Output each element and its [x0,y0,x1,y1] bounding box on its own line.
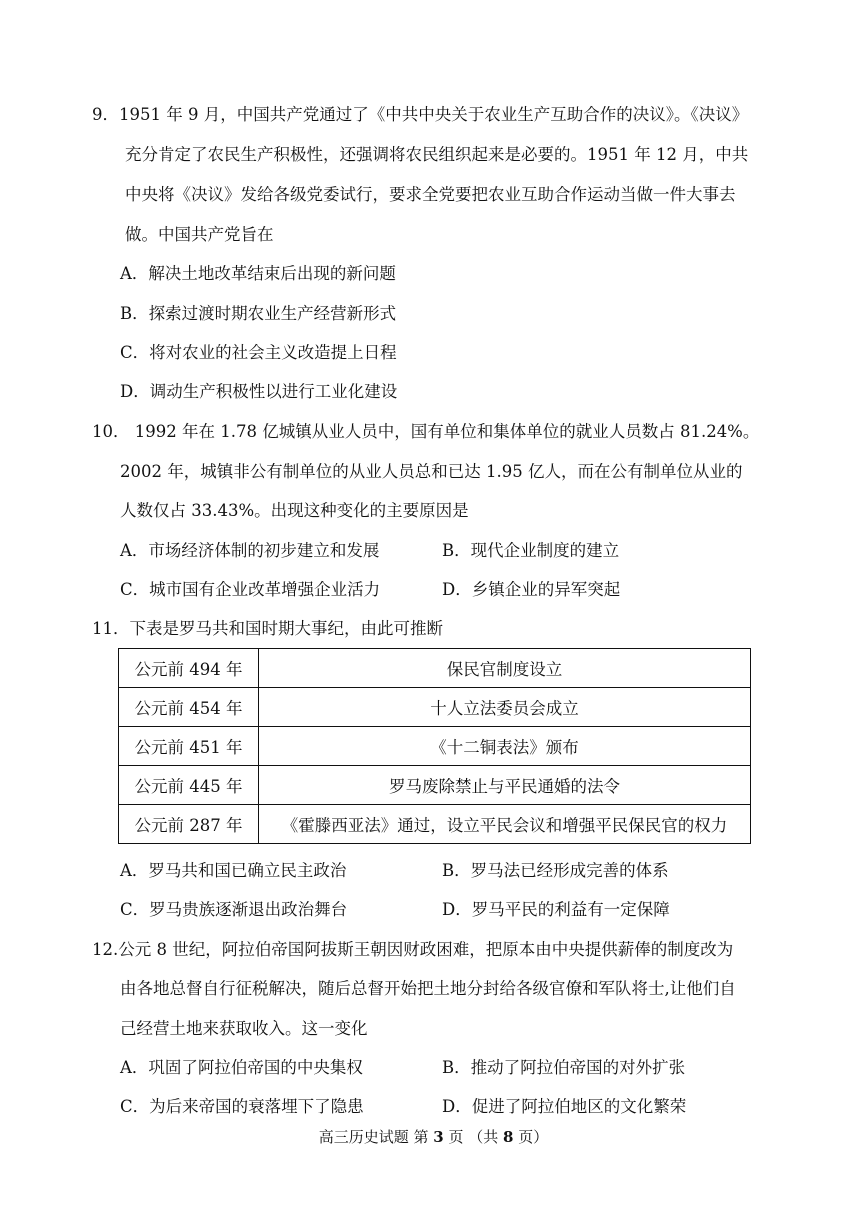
question-stem-line: 由各地总督自行征税解决，随后总督开始把土地分封给各级官僚和军队将士,让他们自 [120,979,736,998]
option-a: A．市场经济体制的初步建立和发展 [120,541,380,560]
table-cell-year: 公元前 287 年 [119,805,259,844]
table-row [119,766,751,805]
table-cell-event: 罗马废除禁止与平民通婚的法令 [259,766,751,805]
table-row [119,805,751,844]
option-b: B．推动了阿拉伯帝国的对外扩张 [442,1058,686,1077]
option-c: C．将对农业的社会主义改造提上日程 [120,343,397,362]
question-stem-line: 12.公元 8 世纪，阿拉伯帝国阿拔斯王朝因财政困难，把原本由中央提供薪俸的制度改为 [92,940,734,959]
question-stem-line: 9．1951 年 9 月，中国共产党通过了《中共中央关于农业生产互助合作的决议》。《决议》 [92,105,749,124]
option-d: D．调动生产积极性以进行工业化建设 [120,382,398,401]
table-row [119,727,751,766]
option-c: C．为后来帝国的衰落埋下了隐患 [120,1097,364,1116]
question-stem-line: 11．下表是罗马共和国时期大事纪，由此可推断 [92,619,443,638]
option-a: A．罗马共和国已确立民主政治 [120,861,347,880]
footer-suffix: 页） [513,1128,549,1146]
option-b: B．探索过渡时期农业生产经营新形式 [120,304,397,323]
question-stem-line: 做。中国共产党旨在 [125,225,274,244]
question-stem-line: 2002 年，城镇非公有制单位的从业人员总和已达 1.95 亿人，而在公有制单位从业的 [120,462,743,481]
table-cell-event: 保民官制度设立 [259,649,751,688]
option-d: D．促进了阿拉伯地区的文化繁荣 [442,1097,687,1116]
question-stem-line: 充分肯定了农民生产积极性，还强调将农民组织起来是必要的。1951 年 12 月，中共 [125,145,749,164]
option-a: A．巩固了阿拉伯帝国的中央集权 [120,1058,363,1077]
option-c: C．罗马贵族逐渐退出政治舞台 [120,900,348,919]
page-footer [0,1126,867,1147]
option-b: B．罗马法已经形成完善的体系 [442,861,669,880]
footer-total-pages: 8 [503,1128,514,1146]
question-stem-line: 10． 1992 年在 1.78 亿城镇从业人员中，国有单位和集体单位的就业人员数占 81.24%。 [92,422,760,441]
roman-events-table [118,648,751,844]
table-row [119,688,751,727]
table-row [119,649,751,688]
table-cell-event: 《霍滕西亚法》通过，设立平民会议和增强平民保民官的权力 [259,805,751,844]
option-d: D．乡镇企业的异军突起 [442,580,621,599]
table-cell-year: 公元前 451 年 [119,727,259,766]
table-cell-event: 十人立法委员会成立 [259,688,751,727]
table-cell-year: 公元前 445 年 [119,766,259,805]
option-d: D．罗马平民的利益有一定保障 [442,900,670,919]
question-stem-line: 中央将《决议》发给各级党委试行，要求全党要把农业互助合作运动当做一件大事去 [125,185,736,204]
table-cell-event: 《十二铜表法》颁布 [259,727,751,766]
option-a: A．解决土地改革结束后出现的新问题 [120,264,396,283]
question-stem-line: 己经营土地来获取收入。这一变化 [120,1019,368,1038]
footer-prefix: 高三历史试题 第 [318,1128,434,1146]
option-b: B．现代企业制度的建立 [442,541,620,560]
question-stem-line: 人数仅占 33.43%。出现这种变化的主要原因是 [120,501,469,520]
option-c: C．城市国有企业改革增强企业活力 [120,580,381,599]
table-cell-year: 公元前 454 年 [119,688,259,727]
table-cell-year: 公元前 494 年 [119,649,259,688]
footer-middle: 页 （共 [443,1128,504,1146]
footer-page-number: 3 [433,1128,444,1146]
